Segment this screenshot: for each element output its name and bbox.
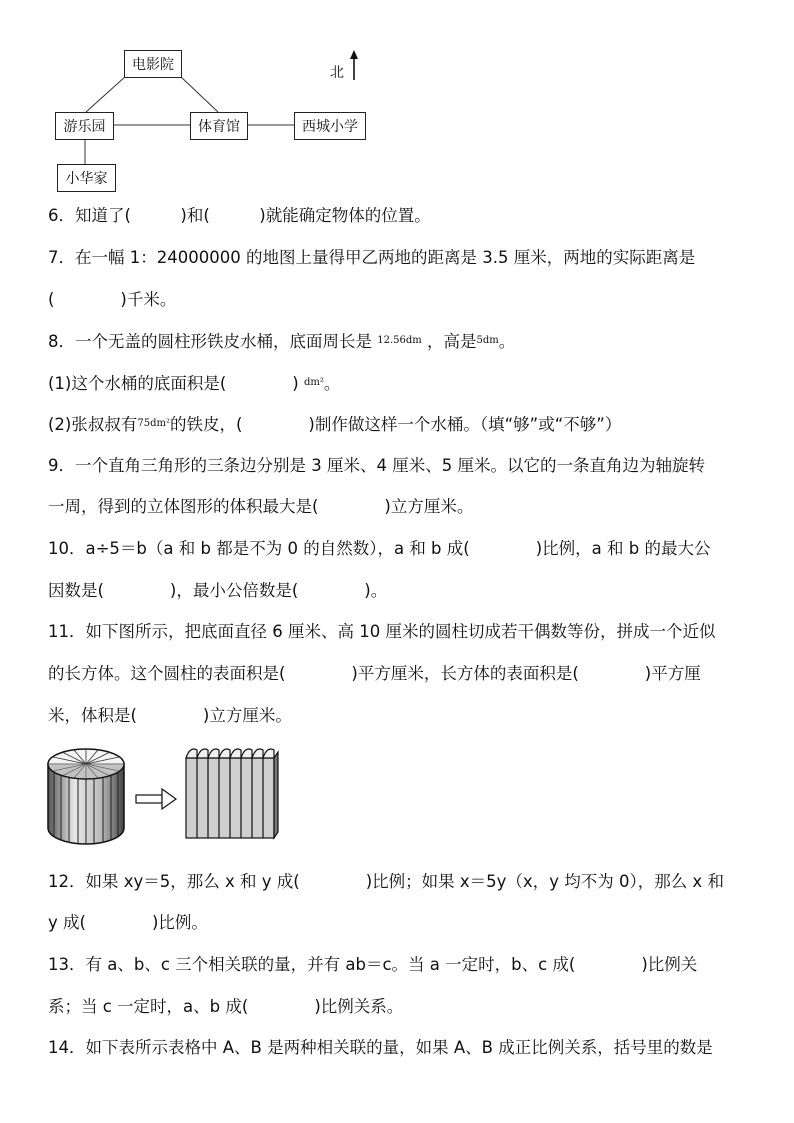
map-node-home: 小华家: [57, 164, 116, 192]
q7-line2: ( )千米。: [48, 290, 177, 309]
q13-line1: 13．有 a、b、c 三个相关联的量，并有 ab＝c。当 a 一定时，b、c 成( )比例关: [48, 955, 698, 974]
q8-stem-a: 8．一个无盖的圆柱形铁皮水桶，底面周长是: [48, 332, 372, 351]
q9-line2: 一周，得到的立体图形的体积最大是( )立方厘米。: [48, 497, 474, 516]
cuboid-side: [274, 752, 278, 838]
q6: 6．知道了( )和( )就能确定物体的位置。: [48, 206, 431, 225]
q12-line1: 12．如果 xy＝5，那么 x 和 y 成( )比例；如果 x＝5y（x，y 均不为 0），那么 x 和: [48, 872, 724, 891]
q7-line1: 7．在一幅 1：24000000 的地图上量得甲乙两地的距离是 3.5 厘米，两地的实际距离是: [48, 248, 696, 267]
q8-circumference: 12.56dm: [377, 335, 422, 346]
q11-line1: 11．如下图所示，把底面直径 6 厘米、高 10 厘米的圆柱切成若干偶数等份，拼成一个近似: [48, 622, 716, 641]
q8-part2-area: 75dm²: [137, 418, 170, 429]
cuboid-slices: [186, 758, 274, 838]
map-node-gym: 体育馆: [190, 112, 248, 140]
q8-part1-a: (1)这个水桶的底面积是( ): [48, 374, 299, 393]
q10-line2: 因数是( )，最小公倍数是( )。: [48, 581, 388, 600]
q8-stem-b: ，高是: [427, 332, 477, 351]
q8-height: 5dm: [476, 335, 499, 346]
q8-stem-c: 。: [498, 332, 516, 351]
q9-line1: 9．一个直角三角形的三条边分别是 3 厘米、4 厘米、5 厘米。以它的一条直角边为轴旋转: [48, 456, 705, 475]
transform-arrow: [136, 789, 176, 809]
q11-line2: 的长方体。这个圆柱的表面积是( )平方厘米，长方体的表面积是( )平方厘: [48, 664, 701, 683]
q10-line1: 10．a÷5＝b（a 和 b 都是不为 0 的自然数），a 和 b 成( )比例，a 和 b 的最大公: [48, 539, 711, 558]
q8-part2-b: 的铁皮，( )制作做这样一个水桶。（填“够”或“不够”）: [170, 415, 622, 434]
q12-line2: y 成( )比例。: [48, 913, 208, 932]
q13-line2: 系；当 c 一定时，a、b 成( )比例关系。: [48, 997, 404, 1016]
map-node-school: 西城小学: [294, 112, 366, 140]
q11-line3: 米，体积是( )立方厘米。: [48, 706, 292, 725]
map-node-park: 游乐园: [55, 112, 114, 140]
north-label: 北: [330, 65, 344, 81]
map-node-cinema: 电影院: [124, 50, 182, 78]
q8-part1-b: 。: [323, 374, 341, 393]
q8-part2-a: (2)张叔叔有: [48, 415, 138, 434]
cuboid-arches: [186, 749, 274, 758]
q14-line1: 14．如下表所示表格中 A、B 是两种相关联的量，如果 A、B 成正比例关系，括号里的数是: [48, 1038, 713, 1057]
q8-part1-unit: dm²: [304, 377, 324, 388]
